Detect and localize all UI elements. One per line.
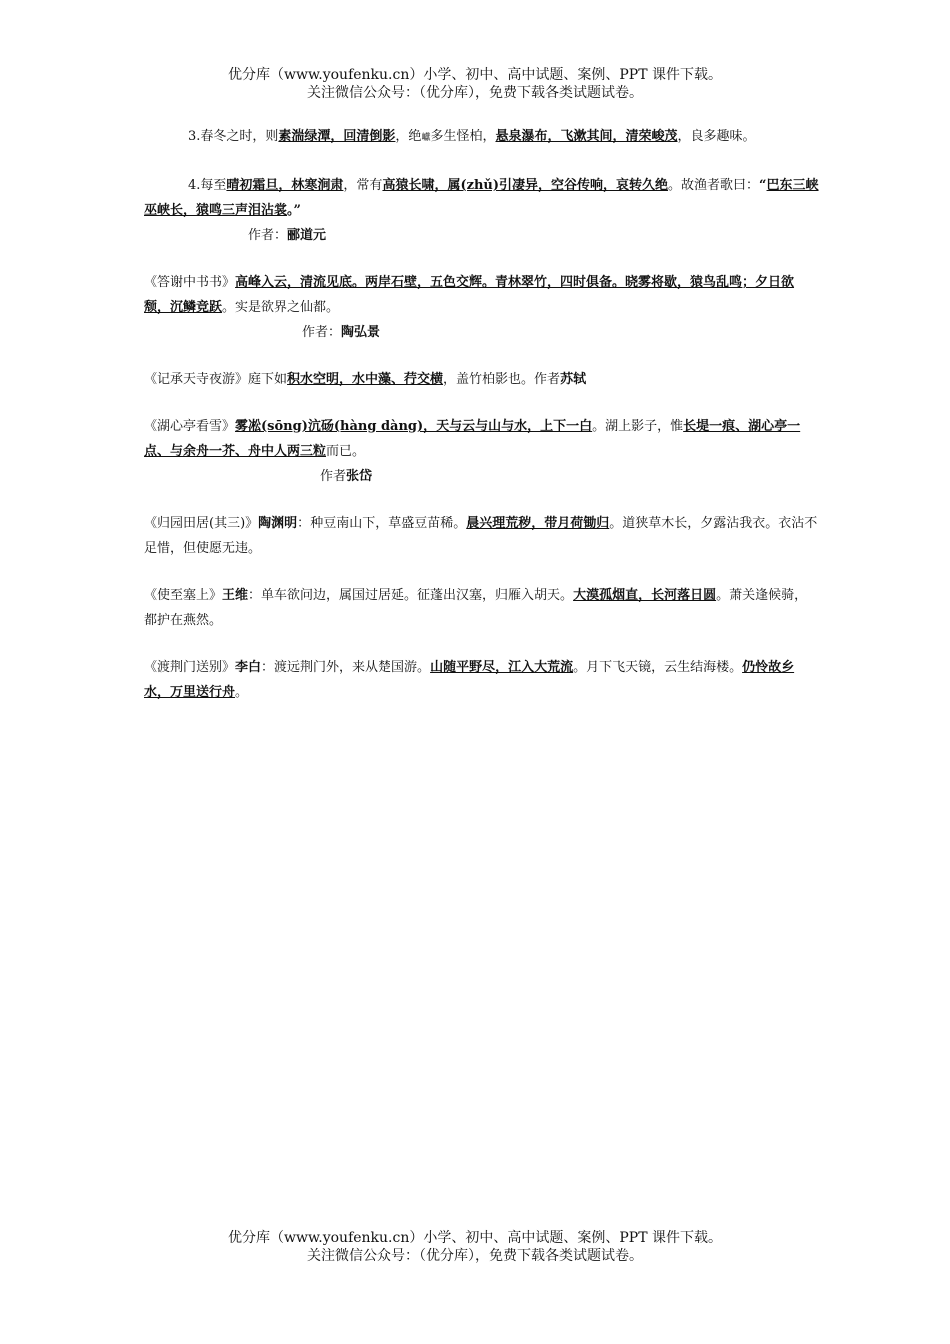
underlined-phrase: 晴初霜旦，林寒涧肃 [226,178,344,193]
underlined-phrase: 晨兴理荒秽，带月荷锄归 [466,516,610,531]
text: ，盖竹柏影也。作者 [443,372,561,387]
text: 庭下如 [248,372,288,387]
underlined-phrase: 山随平野尽，江入大荒流 [430,660,574,675]
section-szss [144,583,820,633]
underlined-phrase: 长堤一痕、湖心亭一点、与余舟一芥、舟中人两三粒 [144,419,801,459]
work-title: 《归园田居(其三)》 [144,516,259,531]
author-label: 作者 [320,469,347,484]
text: 。 [235,685,249,700]
section-text [144,270,820,320]
text: ，常有 [343,178,383,193]
work-title: 《记承天寺夜游》 [144,372,249,387]
text: 单车欲问边，属国过居延。征蓬出汉塞，归雁入胡天。 [261,588,574,603]
author-name: 郦道元 [287,228,327,243]
section-dxzs [144,270,820,345]
small-char: 巘 [421,133,431,143]
underlined-phrase: 悬泉瀑布，飞漱其间，清荣峻茂 [495,129,678,144]
section-jcts [144,367,820,392]
work-title: 《湖心亭看雪》 [144,419,236,434]
author-name: 陶弘景 [341,325,381,340]
author-name: 张岱 [346,469,373,484]
quote-mark: 。” [287,203,301,218]
footer-line-2: 关注微信公众号：（优分库），免费下载各类试题试卷。 [307,1248,643,1264]
author-label: 作者： [248,228,288,243]
section-djmsb [144,655,820,705]
text: 。道狭草木长，夕露沾我衣。衣沾不足惜，但使愿无违。 [144,516,818,556]
header-line-2: 关注微信公众号：（优分库），免费下载各类试题试卷。 [307,85,643,101]
author-line [144,464,820,489]
underlined-phrase: 素湍绿潭，回清倒影 [278,129,396,144]
text: 而已。 [326,444,366,459]
section-hxt [144,414,820,489]
underlined-phrase: 高峰入云，清流见底。两岸石壁，五色交辉。青林翠竹，四时俱备。晓雾将歇，猿鸟乱鸣；夕日欲颓，沉鳞竞跃 [144,275,795,315]
text: 。实是欲界之仙都。 [222,300,340,315]
text: 。月下飞天镜，云生结海楼。 [573,660,743,675]
text: 种豆南山下，草盛豆苗稀。 [310,516,467,531]
text: ，绝 [395,129,422,144]
author-name: 陶渊明 [258,516,298,531]
text: ： [261,660,275,675]
header-line-1: 优分库（www.youfenku.cn）小学、初中、高中试题、案例、PPT 课件下载。 [227,67,722,83]
underlined-phrase: 大漠孤烟直，长河落日圆 [573,588,717,603]
page-footer [0,1229,950,1265]
underlined-phrase: 雾凇(sōng)沆砀(hàng dàng)，天与云与山与水，上下一白 [235,419,593,434]
author-name: 王维 [222,588,249,603]
text: ，良多趣味。 [677,129,756,144]
paragraph-3 [144,124,820,151]
text: ： [297,516,311,531]
document-body [144,124,820,727]
work-title: 《使至塞上》 [144,588,223,603]
page-header [0,66,950,102]
underlined-phrase: 巴东三峡巫峡长，猿鸣三声泪沾裳 [144,178,819,218]
text: 。故渔者歌曰： [668,178,760,193]
text: 3.春冬之时，则 [188,129,279,144]
quote-mark: “ [759,178,767,193]
author-line [144,223,820,248]
text: 多生怪柏， [430,129,496,144]
work-title: 《答谢中书书》 [144,275,236,290]
underlined-phrase: 高猿长啸，属(zhǔ)引凄异，空谷传响，哀转久绝 [382,178,669,193]
section-text [144,414,820,464]
underlined-phrase: 仍怜故乡水，万里送行舟 [144,660,795,700]
paragraph-4-text [144,173,820,223]
author-line [144,320,820,345]
text: 渡远荆门外，来从楚国游。 [274,660,431,675]
text: ： [248,588,262,603]
section-gytj [144,511,820,561]
footer-line-1: 优分库（www.youfenku.cn）小学、初中、高中试题、案例、PPT 课件下载。 [227,1230,722,1246]
author-label: 作者： [302,325,342,340]
text: 。萧关逢候骑，都护在燕然。 [144,588,808,628]
underlined-phrase: 积水空明，水中藻、荇交横 [287,372,444,387]
text: 4.每至 [188,178,227,193]
text: 。湖上影子，惟 [592,419,684,434]
author-name: 苏轼 [560,372,587,387]
paragraph-4 [144,173,820,248]
author-name: 李白 [235,660,262,675]
work-title: 《渡荆门送别》 [144,660,236,675]
